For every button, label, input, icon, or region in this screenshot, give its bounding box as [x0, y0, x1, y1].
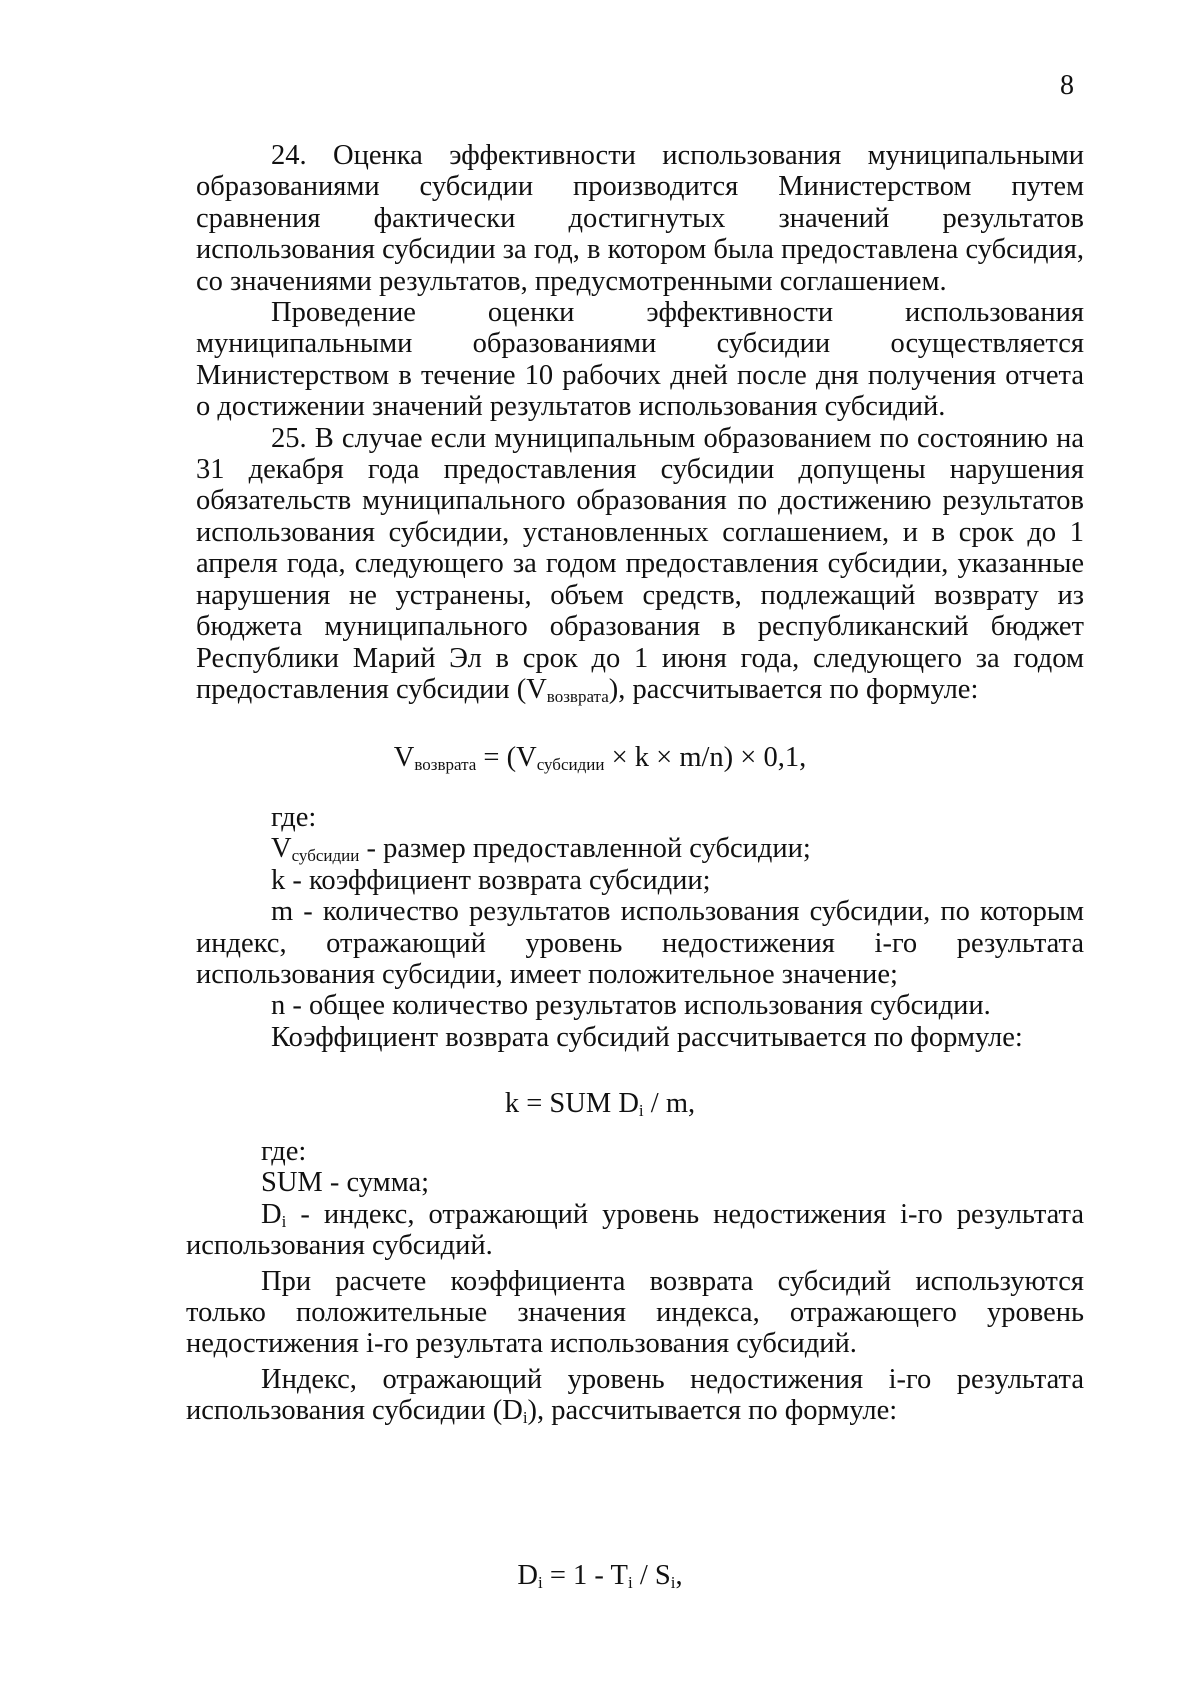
- definitions-return-volume: [196, 802, 1084, 1053]
- paragraph-25-v-open: (V: [509, 673, 547, 705]
- formula-d: $D_i = 1 - T_i / S_i$,: [517, 1560, 683, 1592]
- paragraph-25-tail: ), рассчитывается по формуле:: [608, 673, 979, 705]
- paragraph-25-v-subscript: возврата: [546, 686, 609, 706]
- definitions-k: [186, 1136, 1084, 1427]
- definition-v-subsidy: $V_{субсидии}$ - размер предоставленной субсидии;: [271, 833, 811, 866]
- section-24-25: [196, 140, 1084, 705]
- definition-n: n - общее количество результатов использования субсидии.: [271, 990, 991, 1022]
- paragraph-index-formula: Индекс, отражающий уровень недостижения i-го результата использования субсидии $(D_i)$, рассчитывается по формуле:: [186, 1363, 1084, 1428]
- page-number: 8: [1060, 70, 1074, 101]
- definition-sum: SUM - сумма;: [261, 1167, 430, 1199]
- paragraph-evaluation-term: Проведение оценки эффективности использования муниципальными образованиями субсидии осуществляется Министерством в течение 10 рабочих дней после дня получения отчета о достижении значений результатов использования субсидий.: [196, 297, 1084, 423]
- paragraph-positive-values: При расчете коэффициента возврата субсидий используются только положительные значения индекса, отражающего уровень недостижения i-го результата использования субсидий.: [186, 1265, 1084, 1360]
- definition-d: $D_i$ - индекс, отражающий уровень недостижения i-го результата использования субсидий.: [186, 1198, 1084, 1262]
- formula-k: k = SUM $D_i$ / m,: [504, 1088, 696, 1120]
- k-formula-intro: Коэффициент возврата субсидий рассчитывается по формуле:: [271, 1021, 1023, 1053]
- formula-return-volume: $V_{возврата} = (V_{субсидии} \times k \times m/n) \times 0,1$,: [393, 742, 807, 774]
- definition-m: m - количество результатов использования субсидии, по которым индекс, отражающий уровень недостижения i-го результата использования субсидии, имеет положительное значение;: [196, 896, 1084, 991]
- paragraph-25-text: 25. В случае если муниципальным образованием по состоянию на 31 декабря года предоставления субсидии допущены нарушения обязательств муниципального образования по достижению результатов использования субсидии, установленных соглашением, и в срок до 1 апреля года, следующего за годом предоставления субсидии, указанные нарушения не устранены, объем средств, подлежащий возврату из бюджета муниципального образования в республиканский бюджет Республики Марий Эл в срок до 1 июня года, следующего за годом предоставления субсидии: [196, 422, 1084, 705]
- where-label-1: где:: [271, 802, 317, 833]
- definition-k: k - коэффициент возврата субсидии;: [271, 864, 711, 896]
- where-label-2: где:: [261, 1136, 307, 1167]
- paragraph-24: 24. Оценка эффективности использования муниципальными образованиями субсидии производится Министерством путем сравнения фактически достигнутых значений результатов использования субсидии за год, в котором была предоставлена субсидия, со значениями результатов, предусмотренными соглашением.: [196, 140, 1084, 297]
- paragraph-25: [196, 423, 1084, 706]
